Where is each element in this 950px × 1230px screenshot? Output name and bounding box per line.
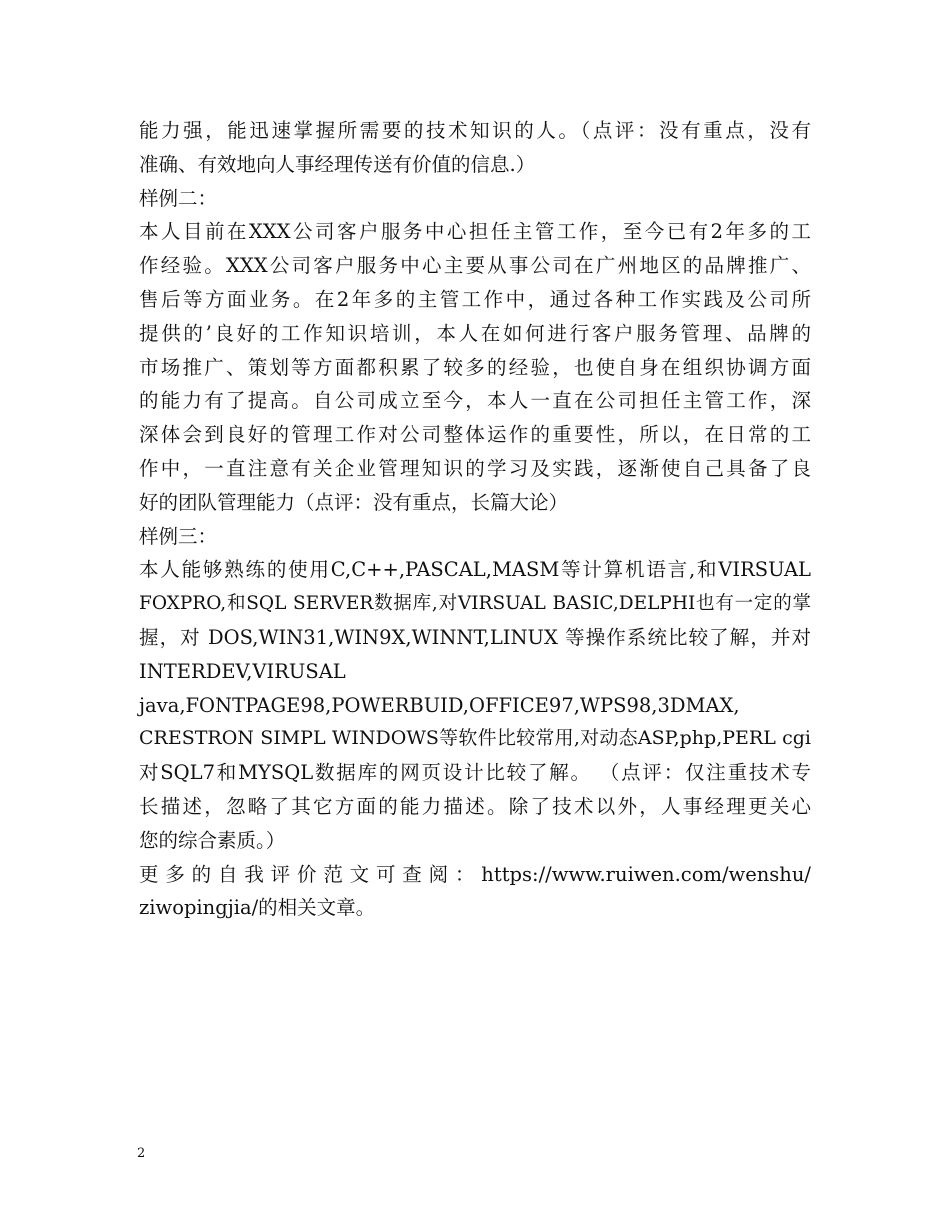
body-text (139, 114, 811, 925)
text-line: 作经验。XXX公司客户服务中心主要从事公司在广州地区的品牌推广、 (139, 254, 811, 278)
text-line: 准确、有效地向人事经理传送有价值的信息.） (139, 152, 536, 176)
text-line: 售后等方面业务。在2年多的主管工作中，通过各种工作实践及公司所 (139, 287, 811, 311)
text-line: FOXPRO,和SQL SERVER数据库,对VIRSUAL BASIC,DELPHI也有一定的掌 (139, 593, 811, 615)
section-heading-example-3: 样例三： (139, 524, 218, 548)
text-line: 更多的自我评价范文可查阅：https://www.ruiwen.com/wenshu/ (139, 862, 811, 886)
text-line: 长描述，忽略了其它方面的能力描述。除了技术以外，人事经理更关心 (139, 794, 811, 818)
page-number: 2 (137, 1146, 146, 1161)
section-heading-example-2: 样例二： (139, 186, 218, 210)
text-line: 您的综合素质。） (139, 828, 286, 852)
text-line: 能力强，能迅速掌握所需要的技术知识的人。（点评：没有重点，没有 (139, 119, 811, 142)
text-line: CRESTRON SIMPL WINDOWS等软件比较常用,对动态ASP,php,PERL cgi (139, 727, 811, 750)
text-line: ziwopingjia/的相关文章。 (139, 896, 376, 920)
text-line: 本人能够熟练的使用C,C++,PASCAL,MASM等计算机语言,和VIRSUAL (139, 558, 811, 582)
text-line: 对SQL7和MYSQL数据库的网页设计比较了解。 （点评：仅注重技术专 (139, 761, 811, 785)
text-line: java,FONTPAGE98,POWERBUID,OFFICE97,WPS98,3DMAX, (139, 693, 740, 717)
text-line: 作中，一直注意有关企业管理知识的学习及实践，逐渐使自己具备了良 (139, 456, 811, 480)
text-line: 的能力有了提高。自公司成立至今，本人一直在公司担任主管工作，深 (139, 389, 811, 413)
text-line: 提供的’良好的工作知识培训，本人在如何进行客户服务管理、品牌的 (139, 321, 811, 345)
text-line: 市场推广、策划等方面都积累了较多的经验，也使自身在组织协调方面 (139, 355, 811, 379)
text-line: 深体会到良好的管理工作对公司整体运作的重要性，所以，在日常的工 (139, 423, 811, 447)
text-line: 本人目前在XXX公司客户服务中心担任主管工作，至今已有2年多的工 (139, 220, 811, 244)
text-line: 握，对 DOS,WIN31,WIN9X,WINNT,LINUX 等操作系统比较了解，并对 (139, 625, 811, 649)
text-line: INTERDEV,VIRUSAL (139, 659, 346, 683)
text-line: 好的团队管理能力（点评：没有重点，长篇大论） (139, 490, 569, 514)
